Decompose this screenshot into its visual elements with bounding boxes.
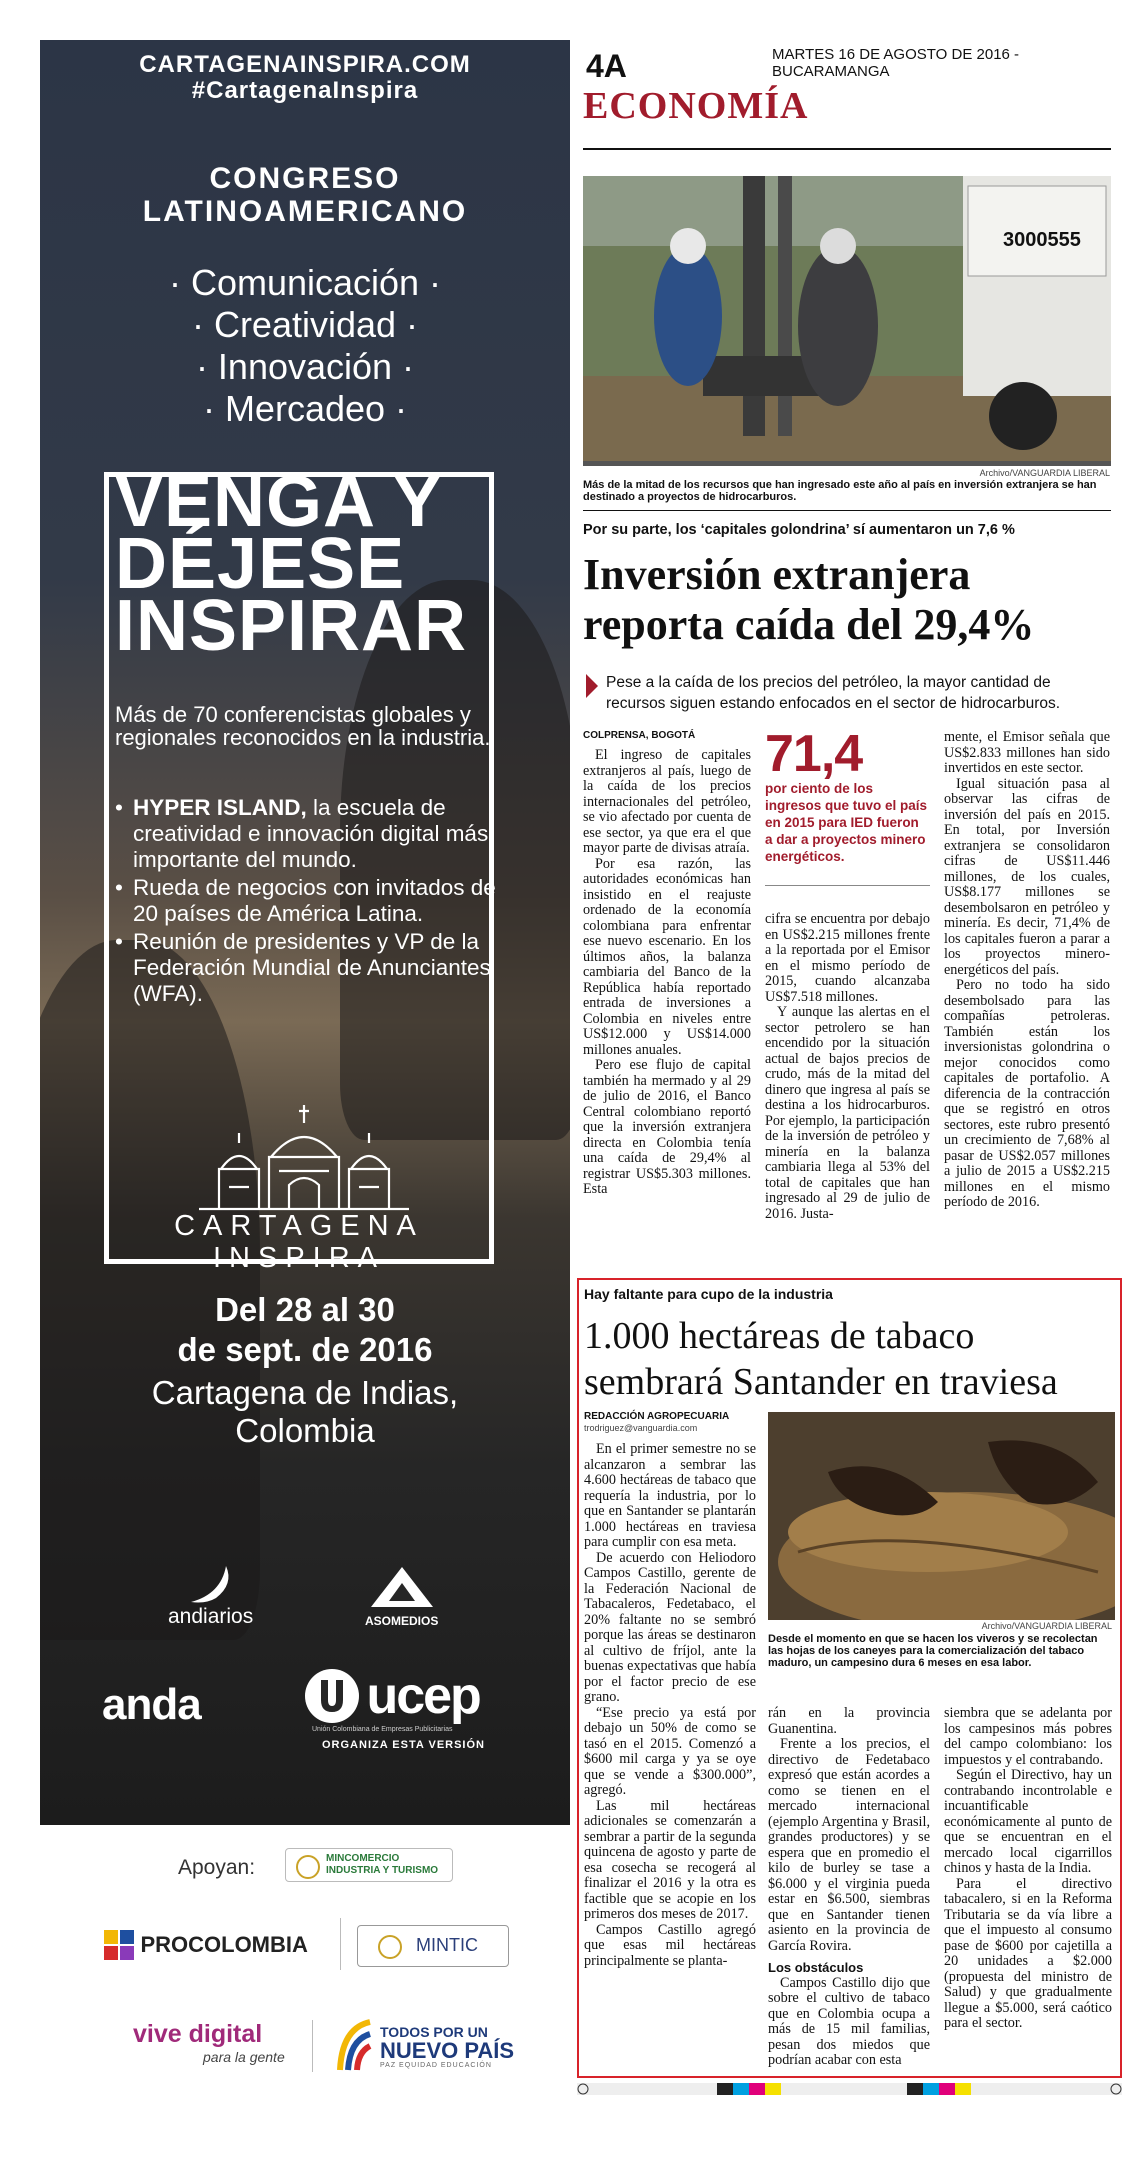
ad-bullet-text: Rueda de negocios con invitados de 20 países de América Latina. <box>133 875 496 926</box>
ucep-label: ucep <box>366 1667 480 1725</box>
story1-dek: Pese a la caída de los precios del petróleo, la mayor cantidad de recursos siguen estando enfocados en el sector de hidrocarburos. <box>606 674 1061 712</box>
subheading: Los obstáculos <box>768 1960 864 1975</box>
paragraph: “Ese precio ya está por debajo un 50% de como se tasó en el 2015. Comenzó a $600 mil carga y ya se oye que se vende a $300.000”, agregó. <box>584 1704 756 1798</box>
procolombia-square-icon <box>102 1928 136 1962</box>
paragraph: Las mil hectáreas adicionales se comenzarán a sembrar a partir de la segunda quincena de agosto y parte de esa cosecha se recogerá al finalizar el 2016 y la otra es factible que se acopie en los primeros dos meses de 2017. <box>584 1797 756 1922</box>
ad-topic: · Creatividad · <box>191 304 419 345</box>
ad-headline-line: INSPIRAR <box>115 586 468 666</box>
ad-bullet-list <box>109 795 523 1009</box>
paragraph: mente, el Emisor señala que US$2.833 millones han sido invertidos en este sector. <box>944 729 1110 776</box>
section-title: ECONOMÍA <box>583 85 809 127</box>
ucep-organiza-label: ORGANIZA ESTA VERSIÓN <box>322 1739 485 1751</box>
page-number: 4A <box>586 48 627 84</box>
anda-logo: anda <box>102 1680 201 1729</box>
procolombia-label: PROCOLOMBIA <box>140 1932 308 1957</box>
ad-hashtag: #CartagenaInspira <box>191 77 419 104</box>
paragraph: El ingreso de capitales extranjeros al país, luego de la caída de los precios internacionales del petróleo, se vio afectado por cuenta de ese sector, ya que era el que mayor parte de divisas atraía. <box>583 747 751 856</box>
colombia-seal-icon <box>296 1855 320 1879</box>
paragraph: Pero no todo ha sido desembolsado para las compañías petroleras. También están los inversionistas golondrina o mejor conocidos como capitales de portafolio. A diferencia de la contracción que se registró en otros sectores, este rubro presentó un crecimiento de 7,68% al pasar de US$2.057 millones a julio de 2015 a US$2.215 millones en el mismo período de 2016. <box>944 977 1110 1210</box>
ad-bullet-strong: HYPER ISLAND, <box>133 795 307 820</box>
paragraph: Igual situación pasa al observar las cifras de inversión del país en 2015. En total, por Inversión extranjera se consolidaron cifras de US$11.446 millones, de los cuales, US$8.177 millones se desembolsaron en petróleo y minería. Es decir, 71,4% de los capitales fueron a parar a los proyectos minero-energéticos del país. <box>944 775 1110 978</box>
ad-congreso-title <box>40 162 570 228</box>
mintic-logo <box>357 1925 509 1967</box>
story1-headline-line2: reporta caída del 29,4% <box>583 600 1035 649</box>
asomedios-triangle-icon <box>367 1565 437 1609</box>
paragraph: De acuerdo con Heliodoro Campos Castillo, gerente de la Federación Nacional de Tabacaleros, Fedetabaco, el 20% faltante no se sembró porque las áreas se destinaron al cultivo de fríjol, ante la buenas expectativas que había por el factor precio de ese grano. <box>584 1549 756 1705</box>
nuevo-pais-label: NUEVO PAÍS <box>380 2038 515 2063</box>
story2-photo-credit: Archivo/VANGUARDIA LIBERAL <box>981 1621 1112 1631</box>
story2-kicker: Hay faltante para cupo de la industria <box>584 1286 833 1302</box>
ad-bullet-text: Reunión de presidentes y VP de la Federación Mundial de Anunciantes (WFA). <box>133 929 491 1006</box>
story2-column-3 <box>944 1706 1112 2032</box>
colombia-seal-icon <box>378 1935 402 1959</box>
ucep-subtitle: Unión Colombiana de Empresas Publicitarias <box>312 1726 453 1733</box>
asomedios-label: ASOMEDIOS <box>365 1614 439 1628</box>
story1-kicker: Por su parte, los ‘capitales golondrina’ sí aumentaron un 7,6 % <box>583 522 1015 538</box>
paragraph: Para el directivo tabacalero, si en la Reforma Tributaria se da vía libre a que el impuesto al consumo pase de $600 por cajetilla a 20 unidades a $2.000 (propuesta del ministro de Salud) y que gradualmente llegue a $5.000, será caótico para el sector. <box>944 1875 1112 2031</box>
story2-column-2 <box>768 1706 930 2069</box>
paragraph: rán en la provincia Guanentina. <box>768 1705 930 1737</box>
paragraph: Campos Castillo dijo que sobre el cultivo de tabaco que en Colombia ocupa a más de 15 mil familias, pesan dos miedos que podrían acabar con esta <box>768 1974 930 2068</box>
pullquote-text: por ciento de los ingresos que tuvo el país en 2015 para IED fueron a dar a proyectos minero energéticos. <box>765 781 928 864</box>
todos-label: TODOS POR UN <box>380 2024 488 2040</box>
ad-url-block <box>40 52 570 104</box>
printer-color-bar <box>577 2083 1122 2095</box>
ad-bullet <box>133 795 523 873</box>
procolombia-logo <box>102 1928 308 1962</box>
ad-logo-line2: INSPIRA <box>212 1242 386 1274</box>
cathedral-logo-icon <box>189 1097 419 1217</box>
ad-headline-line: DÉJESE <box>115 524 406 604</box>
ad-framed-box <box>104 462 496 1274</box>
ad-dates-line2: de sept. de 2016 <box>177 1331 433 1368</box>
ad-topics-list <box>40 262 570 430</box>
cartagena-inspira-advertisement <box>40 40 570 1825</box>
story1-column-1 <box>583 748 751 1198</box>
ad-dates-line1: Del 28 al 30 <box>215 1291 395 1328</box>
pullquote-number: 71,4 <box>765 725 863 783</box>
logo-divider <box>340 1918 341 1970</box>
asomedios-logo <box>365 1565 438 1628</box>
mintic-label: MINTIC <box>416 1935 478 1955</box>
paragraph: En el primer semestre no se alcanzaron a sembrar las 4.600 hectáreas de tabaco que requería la industria, por lo que en Santander se plantarán 1.000 hectáreas en traviesa para cumplir con esa meta. <box>584 1441 756 1550</box>
paragraph: Frente a los precios, el directivo de Fedetabaco expresó que están acordes a como se tienen en el mercado internacional (ejemplo Argentina y Brasil, grandes productores) y se espera que en promedio el kilo de burley se tase a $6.000 y el virginia pueda estar en $6.500, siembras que en Santander tienen asiento en la provincia de García Rovira. <box>768 1736 930 1954</box>
ad-topic: · Comunicación · <box>168 262 442 303</box>
photo-caption: Más de la mitad de los recursos que han ingresado este año al país en inversión extranjera se han destinado a proyectos de hidrocarburos. <box>583 479 1097 503</box>
paragraph: siembra que se adelanta por los campesinos más pobres del campo colombiano: los impuestos y el contrabando. <box>944 1705 1112 1768</box>
andiarios-swoosh-icon <box>186 1564 236 1604</box>
story1-column-2 <box>765 912 930 1222</box>
truck-number: 3000555 <box>1003 229 1081 251</box>
nuevo-pais-flag-icon <box>330 2018 374 2074</box>
ad-event-place <box>40 1374 570 1450</box>
story2-headline-line2: sembrará Santander en traviesa <box>584 1361 1058 1403</box>
paragraph: Pero ese flujo de capital también ha mermado y al 29 de julio de 2016, el Banco Central colombiano reportó que la inversión extranjera directa en Colombia tenía una caída de 29,4% al registrar US$5.303 millones. Esta <box>583 1057 751 1197</box>
story2-column-1 <box>584 1442 756 1969</box>
dek-arrow-icon <box>586 674 598 698</box>
pullquote-rule <box>765 885 930 886</box>
story1-byline: COLPRENSA, BOGOTÁ <box>583 730 696 741</box>
ad-logo-line1: CARTAGENA <box>174 1210 424 1242</box>
paragraph: Por esa razón, las autoridades económicas han insistido en el reajuste ordenado de la economía colombiana para enfrentar ese nuevo escenario. En los últimos años, la balanza cambiaria del Banco de la República había reportado entrada de inversiones a Colombia en niveles entre US$12.000 y US$14.000 millones anuales. <box>583 855 751 1058</box>
logo-divider <box>312 2020 313 2072</box>
paragraph: Según el Directivo, hay un contrabando incontrolable e incuantificable económicamente al punto de que se encuentran en el mercado local cigarrillos chinos y hasta de la India. <box>944 1767 1112 1876</box>
andiarios-label: andiarios <box>168 1605 254 1628</box>
ad-bullet <box>133 929 523 1007</box>
ad-headline-line: VENGA Y <box>115 462 443 542</box>
header-rule <box>583 148 1111 150</box>
ad-congreso-line1: CONGRESO <box>209 162 401 195</box>
vive-digital-label: vive digital <box>133 2020 263 2048</box>
paragraph: Campos Castillo agregó que esas mil hectáreas principalmente se planta- <box>584 1921 756 1969</box>
story1-headline <box>583 550 1034 650</box>
ad-topic: · Mercadeo · <box>202 388 408 429</box>
ad-intro: Más de 70 conferencistas globales y regionales reconocidos en la industria. <box>115 702 491 750</box>
nuevo-pais-subtitle: PAZ EQUIDAD EDUCACIÓN <box>380 2062 492 2069</box>
mincomercio-label: MINCOMERCIO INDUSTRIA Y TURISMO <box>326 1853 439 1876</box>
ad-place-line2: Colombia <box>235 1412 375 1449</box>
ad-congreso-line2: LATINOAMERICANO <box>142 195 468 228</box>
story2-headline <box>584 1313 1058 1405</box>
andiarios-logo <box>168 1564 253 1629</box>
story2-byline: REDACCIÓN AGROPECUARIA <box>584 1411 730 1422</box>
story2-photo-caption: Desde el momento en que se hacen los viveros y se recolectan las hojas de los caneyes para la comercialización del tabaco maduro, un campesino dura 6 meses en esa labor. <box>768 1633 1098 1669</box>
ad-place-line1: Cartagena de Indias, <box>151 1374 459 1411</box>
oil-workers-photo <box>583 176 1111 466</box>
apoyan-label: Apoyan: <box>178 1856 256 1879</box>
photo-credit: Archivo/VANGUARDIA LIBERAL <box>979 468 1110 478</box>
ucep-logo <box>302 1666 485 1751</box>
ad-bullet-text: la escuela de creatividad e innovación digital más importante del mundo. <box>133 795 489 872</box>
vive-digital-subtitle: para la gente <box>203 2049 285 2065</box>
ad-url[interactable]: CARTAGENAINSPIRA.COM <box>139 51 471 78</box>
ad-topic: · Innovación · <box>195 346 415 387</box>
paragraph: Y aunque las alertas en el sector petrolero se han encendido por la situación actual de bajos precios de crudo, más de la mitad del dinero que ingresa al país se destina a los hidrocarburos. Por ejemplo, la participación de la inversión de petróleo y minería en la balanza cambiaria llega al 53% del total de capitales que han ingresado al 29 de julio de 2016. Justa- <box>765 1004 930 1222</box>
ad-event-dates <box>40 1290 570 1370</box>
ucep-circle-icon <box>302 1666 362 1726</box>
story2-headline-line1: 1.000 hectáreas de tabaco <box>584 1315 975 1357</box>
caption-rule <box>583 510 1111 511</box>
tobacco-leaves-photo <box>768 1412 1115 1620</box>
mincomercio-logo <box>285 1848 453 1882</box>
page-date: MARTES 16 DE AGOSTO DE 2016 - BUCARAMANGA <box>772 46 1020 80</box>
ad-bullet <box>133 875 523 927</box>
story1-column-3 <box>944 730 1110 1211</box>
vive-digital-logo <box>133 2020 285 2065</box>
ad-headline <box>115 462 468 666</box>
story1-headline-line1: Inversión extranjera <box>583 550 971 599</box>
paragraph: cifra se encuentra por debajo en US$2.215 millones frente a la reportada por el Emisor en el mismo período de 2015, cuando alcanzaba US$7.518 millones. <box>765 911 930 1005</box>
story2-email[interactable]: trodriguez@vanguardia.com <box>584 1423 698 1433</box>
